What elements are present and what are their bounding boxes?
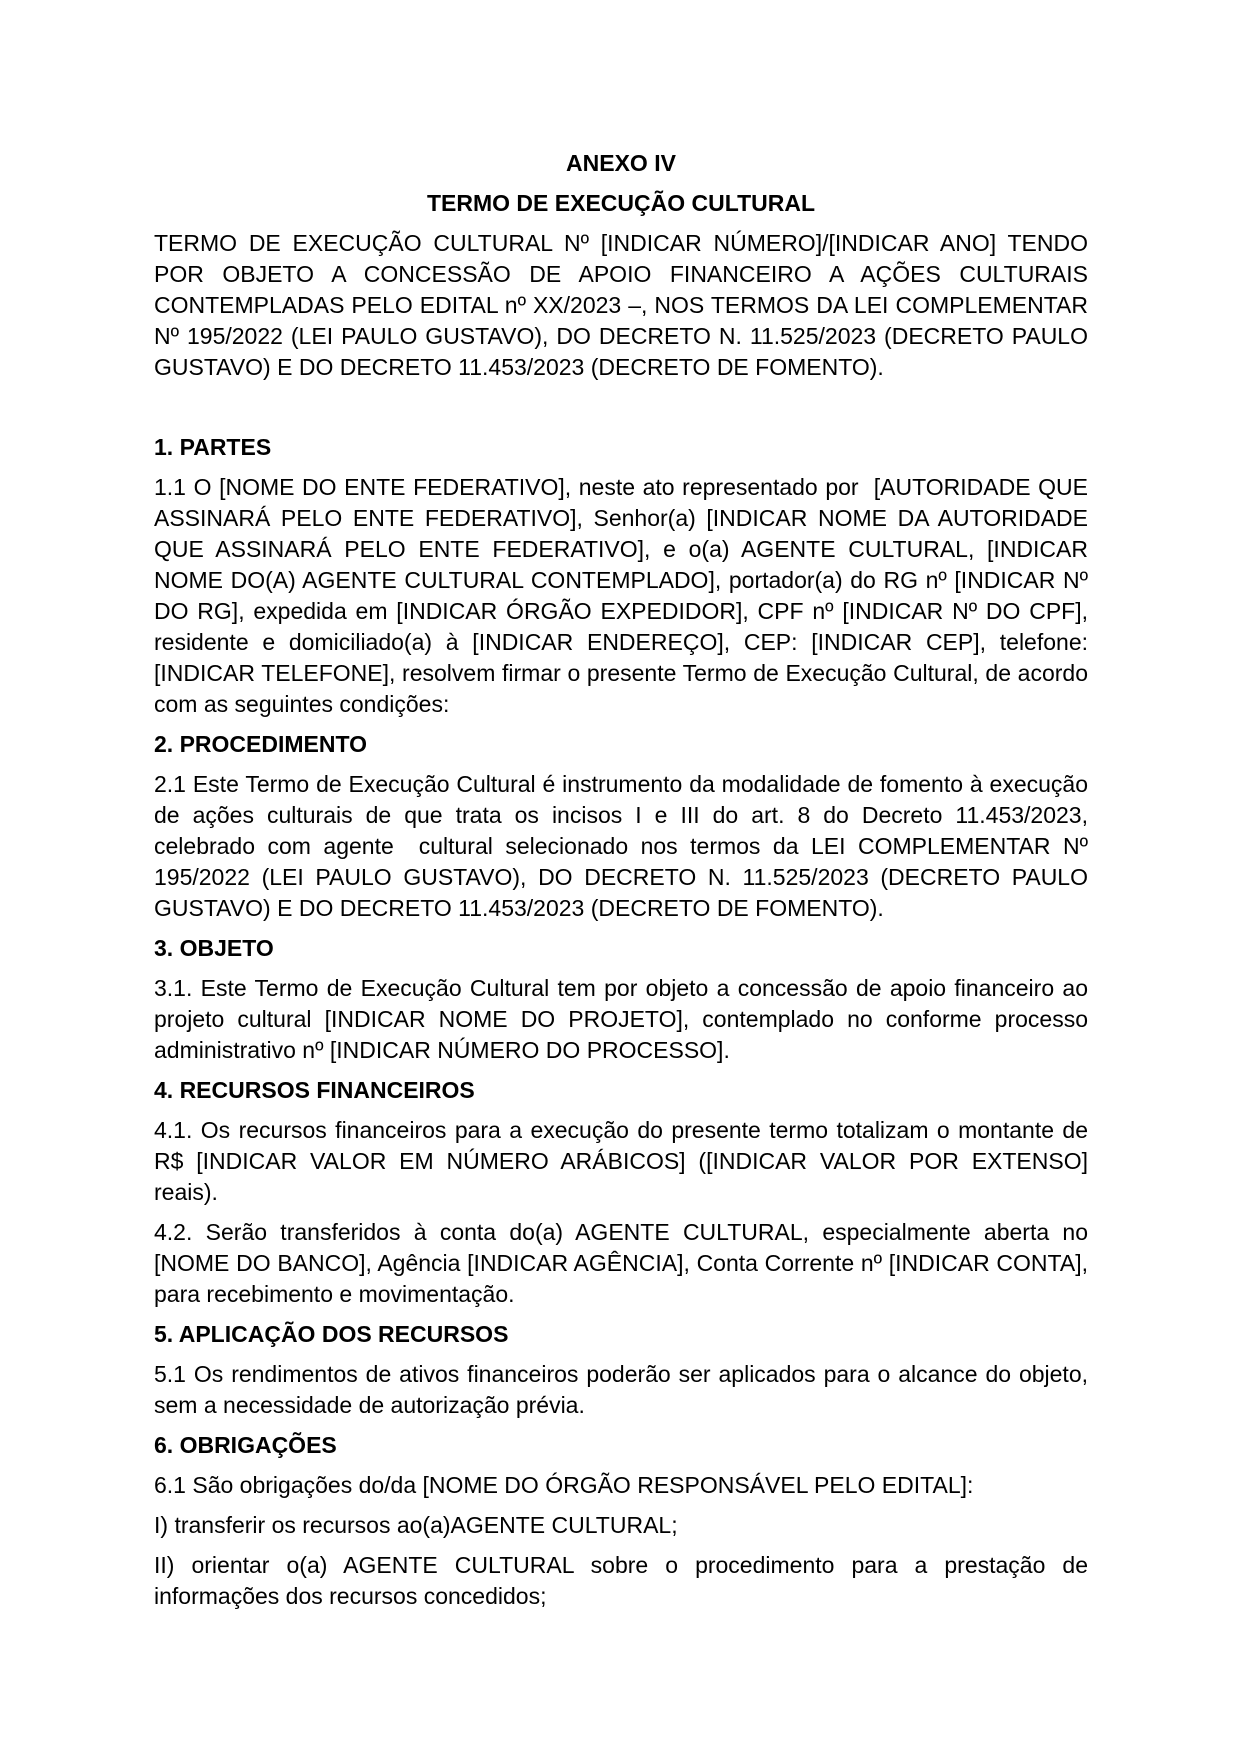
preamble-paragraph: TERMO DE EXECUÇÃO CULTURAL Nº [INDICAR NÚMERO]/[INDICAR ANO] TENDO POR OBJETO A CONCESSÃO DE APOIO FINANCEIRO A AÇÕES CULTURAIS CONTEMPLADAS PELO EDITAL nº XX/2023 –, NOS TERMOS DA LEI COMPLEMENTAR Nº 195/2022 (LEI PAULO GUSTAVO), DO DECRETO N. 11.525/2023 (DECRETO PAULO GUSTAVO) E DO DECRETO 11.453/2023 (DECRETO DE FOMENTO). bbox=[154, 230, 1088, 380]
paragraph: 4.2. Serão transferidos à conta do(a) AGENTE CULTURAL, especialmente aberta no [NOME DO BANCO], Agência [INDICAR AGÊNCIA], Conta Corrente nº [INDICAR CONTA], para recebimento e movimentação. bbox=[154, 1219, 1088, 1307]
section-heading: 1. PARTES bbox=[154, 434, 272, 460]
section-procedimento bbox=[154, 729, 1088, 924]
document-title: TERMO DE EXECUÇÃO CULTURAL bbox=[426, 190, 815, 216]
paragraph: II) orientar o(a) AGENTE CULTURAL sobre o procedimento para a prestação de informações dos recursos concedidos; bbox=[154, 1552, 1088, 1609]
section-heading: 5. APLICAÇÃO DOS RECURSOS bbox=[154, 1321, 509, 1347]
paragraph: 3.1. Este Termo de Execução Cultural tem por objeto a concessão de apoio financeiro ao projeto cultural [INDICAR NOME DO PROJETO], contemplado no conforme processo administrativo nº [INDICAR NÚMERO DO PROCESSO]. bbox=[154, 975, 1088, 1063]
section-heading: 6. OBRIGAÇÕES bbox=[154, 1432, 337, 1458]
section-objeto bbox=[154, 933, 1088, 1066]
section-partes bbox=[154, 432, 1088, 720]
paragraph: 6.1 São obrigações do/da [NOME DO ÓRGÃO RESPONSÁVEL PELO EDITAL]: bbox=[154, 1472, 974, 1498]
paragraph: 5.1 Os rendimentos de ativos financeiros poderão ser aplicados para o alcance do objeto, sem a necessidade de autorização prévia. bbox=[154, 1361, 1088, 1418]
blank-line bbox=[154, 392, 1088, 423]
paragraph: 4.1. Os recursos financeiros para a execução do presente termo totalizam o montante de R$ [INDICAR VALOR EM NÚMERO ARÁBICOS] ([INDICAR VALOR POR EXTENSO] reais). bbox=[154, 1117, 1088, 1205]
section-recursos-financeiros bbox=[154, 1075, 1088, 1310]
paragraph: 1.1 O [NOME DO ENTE FEDERATIVO], neste ato representado por [AUTORIDADE QUE ASSINARÁ PELO ENTE FEDERATIVO], Senhor(a) [INDICAR NOME DA AUTORIDADE QUE ASSINARÁ PELO ENTE FEDERATIVO], e o(a) AGENTE CULTURAL, [INDICAR NOME DO(A) AGENTE CULTURAL CONTEMPLADO], portador(a) do RG nº [INDICAR Nº DO RG], expedida em [INDICAR ÓRGÃO EXPEDIDOR], CPF nº [INDICAR Nº DO CPF], residente e domiciliado(a) à [INDICAR ENDEREÇO], CEP: [INDICAR CEP], telefone: [INDICAR TELEFONE], resolvem firmar o presente Termo de Execução Cultural, de acordo com as seguintes condições: bbox=[154, 474, 1088, 717]
paragraph: I) transferir os recursos ao(a)AGENTE CULTURAL; bbox=[154, 1512, 678, 1538]
section-heading: 4. RECURSOS FINANCEIROS bbox=[154, 1077, 475, 1103]
section-aplicacao-dos-recursos bbox=[154, 1319, 1088, 1421]
section-heading: 3. OBJETO bbox=[154, 935, 274, 961]
section-heading: 2. PROCEDIMENTO bbox=[154, 731, 367, 757]
section-obrigacoes bbox=[154, 1430, 1088, 1612]
paragraph: 2.1 Este Termo de Execução Cultural é instrumento da modalidade de fomento à execução de ações culturais de que trata os incisos I e III do art. 8 do Decreto 11.453/2023, celebrado com agente cultural selecionado nos termos da LEI COMPLEMENTAR Nº 195/2022 (LEI PAULO GUSTAVO), DO DECRETO N. 11.525/2023 (DECRETO PAULO GUSTAVO) E DO DECRETO 11.453/2023 (DECRETO DE FOMENTO). bbox=[154, 771, 1088, 921]
annex-title: ANEXO IV bbox=[566, 150, 676, 176]
